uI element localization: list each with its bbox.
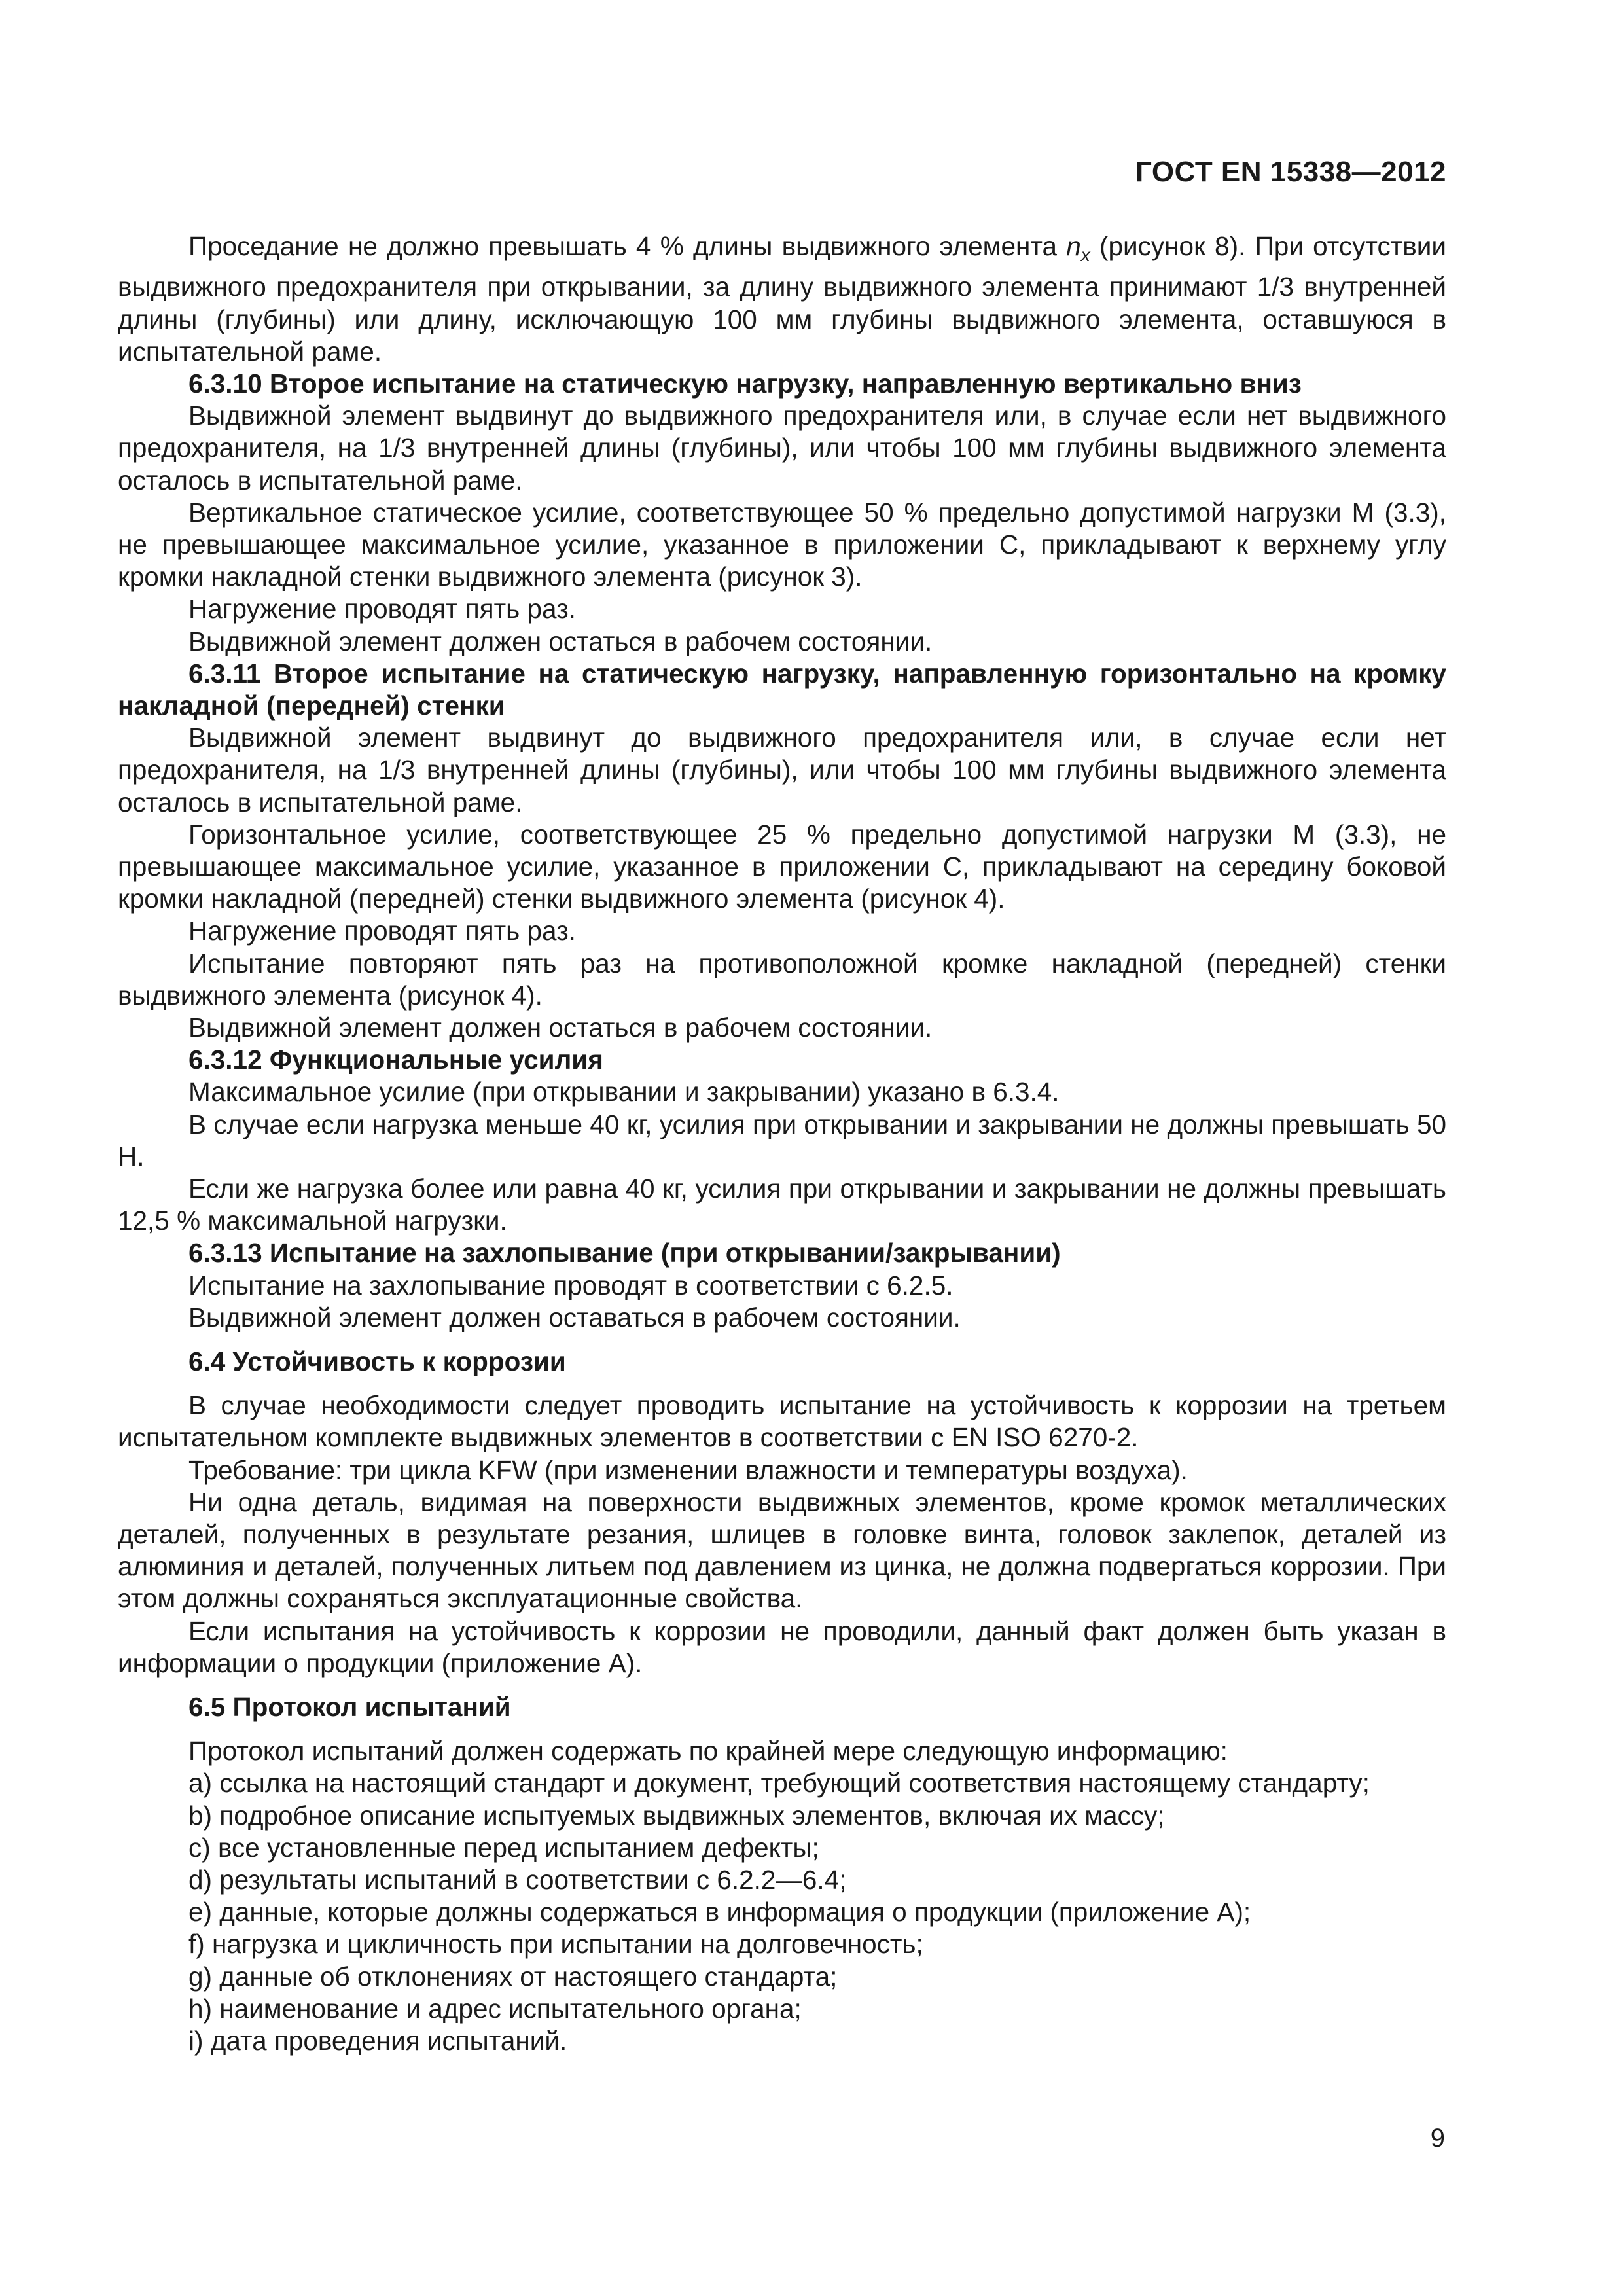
paragraph: Протокол испытаний должен содержать по крайней мере следующую информацию: <box>188 1736 1228 1767</box>
paragraph: Выдвижной элемент должен остаться в рабочем состоянии. <box>188 1012 933 1043</box>
paragraph: Ни одна деталь, видимая на поверхности выдвижных элементов, кроме кромок металлических деталей, полученных в результате резания, шлицев в головке винта, головок заклепок, деталей из алюминия и деталей, полученных литьем под давлением из цинка, не должна подвергаться коррозии. При этом должны сохраняться эксплуатационные свойства. <box>118 1486 1446 1614</box>
list-item: h) наименование и адрес испытательного органа; <box>188 1993 802 2024</box>
paragraph: Выдвижной элемент должен оставаться в рабочем состоянии. <box>188 1302 961 1333</box>
paragraph: Выдвижной элемент должен остаться в рабочем состоянии. <box>188 626 933 656</box>
paragraph: Нагружение проводят пять раз. <box>188 916 576 946</box>
paragraph: Выдвижной элемент выдвинут до выдвижного предохранителя или, в случае если нет выдвижного предохранителя, на 1/3 внутренней длины (глубины), или чтобы 100 мм глубины выдвижного элемента осталось в испытательной раме. <box>118 401 1446 495</box>
variable-sub-x: x <box>1080 245 1090 266</box>
paragraph-0-end: (рисунок 8). При отсутствии <box>1090 231 1446 261</box>
list-item: f) нагрузка и цикличность при испытании на долговечность; <box>188 1929 923 1960</box>
paragraph: В случае если нагрузка меньше 40 кг, усилия при открывании и закрывании не должны превышать 50 Н. <box>118 1109 1446 1172</box>
paragraph: Испытание повторяют пять раз на противоположной кромке накладной (передней) стенки выдвижного элемента (рисунок 4). <box>118 948 1446 1011</box>
subsection-heading: 6.3.10 Второе испытание на статическую нагрузку, направленную вертикально вниз <box>188 368 1302 399</box>
list-item: d) результаты испытаний в соответствии с 6.2.2—6.4; <box>188 1865 847 1895</box>
paragraph-0-continued: выдвижного предохранителя при открывании, за длину выдвижного элемента принимают 1/3 внутренней длины (глубины) или длину, исключающую 100 мм глубины выдвижного элемента, оставшуюся в испытательной раме. <box>118 272 1446 367</box>
document-code-header: ГОСТ EN 15338—2012 <box>1135 156 1446 188</box>
list-item: c) все установленные перед испытанием дефекты; <box>188 1832 819 1863</box>
list-item: b) подробное описание испытуемых выдвижных элементов, включая их массу; <box>188 1800 1165 1831</box>
subsection-heading: 6.3.11 Второе испытание на статическую нагрузку, направленную горизонтально на кромку накладной (передней) стенки <box>118 658 1446 721</box>
paragraph: Выдвижной элемент выдвинут до выдвижного предохранителя или, в случае если нет предохранителя, на 1/3 внутренней длины (глубины), или чтобы 100 мм глубины выдвижного элемента осталось в испытательной раме. <box>118 723 1446 817</box>
paragraph-0-start: Проседание не должно превышать 4 % длины выдвижного элемента <box>188 231 1067 261</box>
list-item: g) данные об отклонениях от настоящего стандарта; <box>188 1961 838 1992</box>
subsection-heading: 6.3.12 Функциональные усилия <box>188 1045 603 1075</box>
paragraph: Требование: три цикла KFW (при изменении влажности и температуры воздуха). <box>188 1454 1188 1485</box>
list-item: a) ссылка на настоящий стандарт и документ, требующий соответствия настоящему стандарту; <box>188 1768 1370 1799</box>
paragraph: В случае необходимости следует проводить испытание на устойчивость к коррозии на третьем испытательном комплекте выдвижных элементов в соответствии с EN ISO 6270-2. <box>118 1390 1446 1453</box>
section-heading: 6.4 Устойчивость к коррозии <box>188 1346 566 1376</box>
paragraph: Максимальное усилие (при открывании и закрывании) указано в 6.3.4. <box>188 1077 1060 1107</box>
subsection-heading: 6.3.13 Испытание на захлопывание (при открывании/закрывании) <box>188 1238 1061 1268</box>
paragraph: Нагружение проводят пять раз. <box>188 594 576 624</box>
list-item: i) дата проведения испытаний. <box>188 2026 567 2056</box>
paragraph: Испытание на захлопывание проводят в соответствии с 6.2.5. <box>188 1270 954 1300</box>
list-item: e) данные, которые должны содержаться в информация о продукции (приложение А); <box>188 1897 1251 1928</box>
paragraph: Если же нагрузка более или равна 40 кг, усилия при открывании и закрывании не должны превышать 12,5 % максимальной нагрузки. <box>118 1173 1446 1236</box>
section-heading: 6.5 Протокол испытаний <box>188 1692 511 1723</box>
page-number: 9 <box>1430 2124 1445 2153</box>
paragraph: Вертикальное статическое усилие, соответствующее 50 % предельно допустимой нагрузки М (3.3), не превышающее максимальное усилие, указанное в приложении С, прикладывают к верхнему углу кромки накладной стенки выдвижного элемента (рисунок 3). <box>118 497 1446 592</box>
paragraph: Если испытания на устойчивость к коррозии не проводили, данный факт должен быть указан в информации о продукции (приложение А). <box>118 1615 1446 1678</box>
paragraph: Горизонтальное усилие, соответствующее 25 % предельно допустимой нагрузки М (3.3), не превышающее максимальное усилие, указанное в приложении С, прикладывают на середину боковой кромки накладной (передней) стенки выдвижного элемента (рисунок 4). <box>118 819 1446 914</box>
paragraph-0 <box>118 230 1446 368</box>
paragraph-list <box>118 368 1446 2057</box>
document-body <box>118 230 1446 2057</box>
variable-n: n <box>1066 231 1081 261</box>
